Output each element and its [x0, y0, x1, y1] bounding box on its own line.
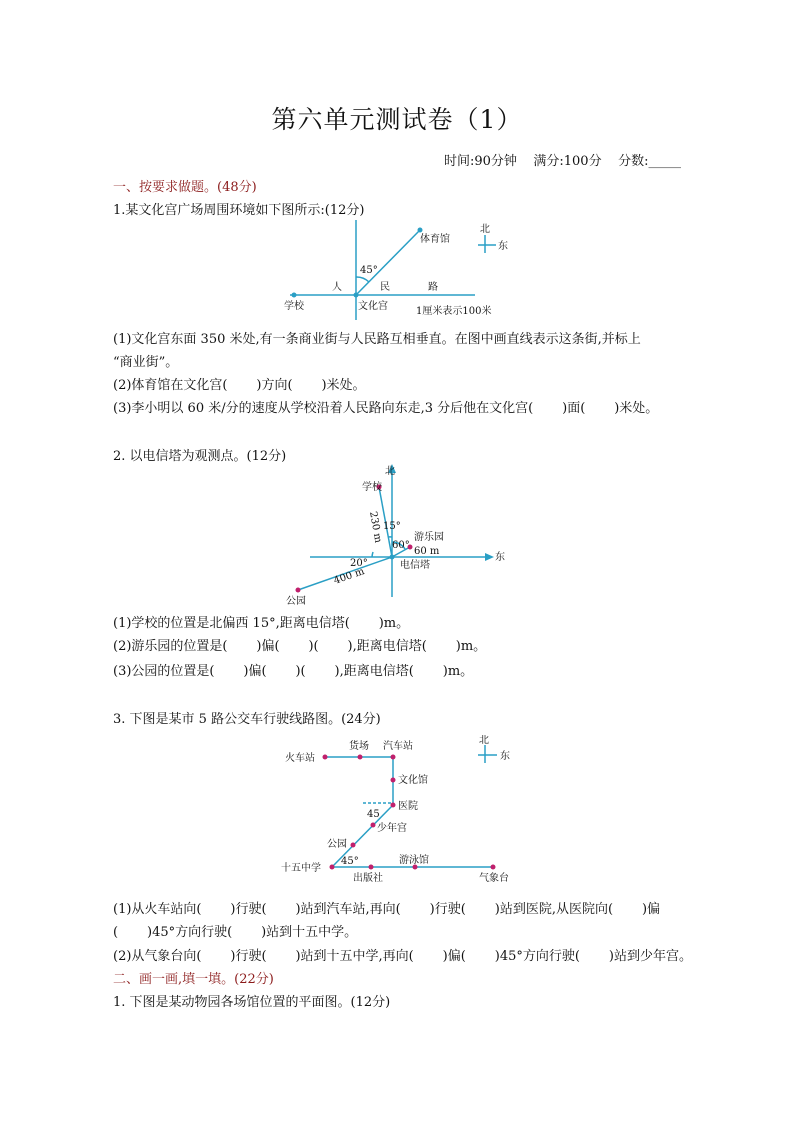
q2-angle60: 60° [392, 540, 410, 551]
q3-east-label: 东 [500, 751, 510, 762]
q3-pool-label: 游泳馆 [399, 855, 429, 866]
q2-angle20: 20° [350, 558, 368, 569]
q3-park-label: 公园 [327, 839, 347, 850]
q1-item-2: (2)体育馆在文化宫( )方向( )米处。 [113, 378, 366, 393]
q1-north-label: 北 [480, 224, 490, 235]
q3-item-1-cont: ( )45°方向行驶( )站到十五中学。 [113, 925, 358, 940]
q2-dist-park: 400 m [332, 566, 366, 587]
q3-school15-label: 十五中学 [281, 863, 321, 874]
q2-diagram [280, 462, 520, 607]
q2-dist-school: 230 m [367, 510, 384, 544]
q3-train-label: 火车站 [285, 753, 315, 764]
q1-road-ren: 人 [332, 282, 342, 293]
q2-dist-fun: 60 m [414, 546, 440, 557]
q3-bus-label: 汽车站 [383, 741, 413, 752]
q1-item-1-cont: “商业街”。 [113, 355, 179, 370]
q2-east-label: 东 [495, 552, 505, 563]
q2-north-label: 北 [385, 466, 395, 477]
q3-market-label: 货场 [349, 741, 369, 752]
q2-park-label: 公园 [286, 596, 306, 607]
q2-item-1: (1)学校的位置是北偏西 15°,距离电信塔( )m。 [113, 616, 410, 631]
q1-item-1: (1)文化宫东面 350 米处,有一条商业街与人民路互相垂直。在图中画直线表示这条街,并标上 [113, 332, 641, 347]
q2-angle15: 15° [383, 521, 401, 532]
q1-road-min: 民 [380, 282, 390, 293]
q3-hospital-label: 医院 [398, 801, 418, 812]
q3-youth-label: 少年宫 [377, 823, 407, 834]
q2-item-3: (3)公园的位置是( )偏( )( ),距离电信塔( )m。 [113, 664, 474, 679]
q2-item-2: (2)游乐园的位置是( )偏( )( ),距离电信塔( )m。 [113, 639, 487, 654]
exam-meta: 时间:90分钟 满分:100分 分数:_____ [443, 154, 681, 169]
page-title: 第六单元测试卷（1） [271, 105, 523, 134]
q3-item-2: (2)从气象台向( )行驶( )站到十五中学,再向( )偏( )45°方向行驶( )站到少年宫。 [113, 949, 692, 964]
q1-tiyuguan-label: 体育馆 [420, 234, 450, 245]
q3-item-1: (1)从火车站向( )行驶( )站到汽车站,再向( )行驶( )站到医院,从医院向( )偏 [113, 902, 661, 917]
q3-prompt: 3. 下图是某市 5 路公交车行驶线路图。(24分) [113, 712, 381, 727]
q3-culture-label: 文化馆 [398, 775, 428, 786]
q3-north-label: 北 [479, 735, 489, 746]
section-1-heading: 一、按要求做题。(48分) [113, 180, 257, 195]
q2-school-label: 学校 [362, 482, 382, 493]
q2-funpark-label: 游乐园 [414, 532, 444, 543]
q1-wenhuagong-label: 文化宫 [358, 301, 388, 312]
q2-tower-label: 电信塔 [400, 560, 430, 571]
q1-road-lu: 路 [428, 282, 438, 293]
q3-press-label: 出版社 [353, 873, 383, 884]
q1-item-3: (3)李小明以 60 米/分的速度从学校沿着人民路向东走,3 分后他在文化宫( )面( )米处。 [113, 401, 659, 416]
q3-angle45a: 45 [367, 809, 380, 820]
q3-weather-label: 气象台 [479, 873, 509, 884]
section-2-heading: 二、画一画,填一填。(22分) [113, 972, 274, 987]
q1-prompt: 1.某文化宫广场周围环境如下图所示:(12分) [113, 203, 365, 218]
q1-school-label: 学校 [284, 301, 304, 312]
q3-diagram [275, 735, 535, 885]
q4-prompt: 1. 下图是某动物园各场馆位置的平面图。(12分) [113, 995, 391, 1010]
q1-angle-label: 45° [360, 265, 378, 276]
q1-diagram [270, 215, 530, 325]
q1-east-label: 东 [498, 241, 508, 252]
q2-prompt: 2. 以电信塔为观测点。(12分) [113, 449, 287, 464]
q1-scale-label: 1厘米表示100米 [416, 306, 492, 317]
q3-angle45b: 45° [341, 856, 359, 867]
